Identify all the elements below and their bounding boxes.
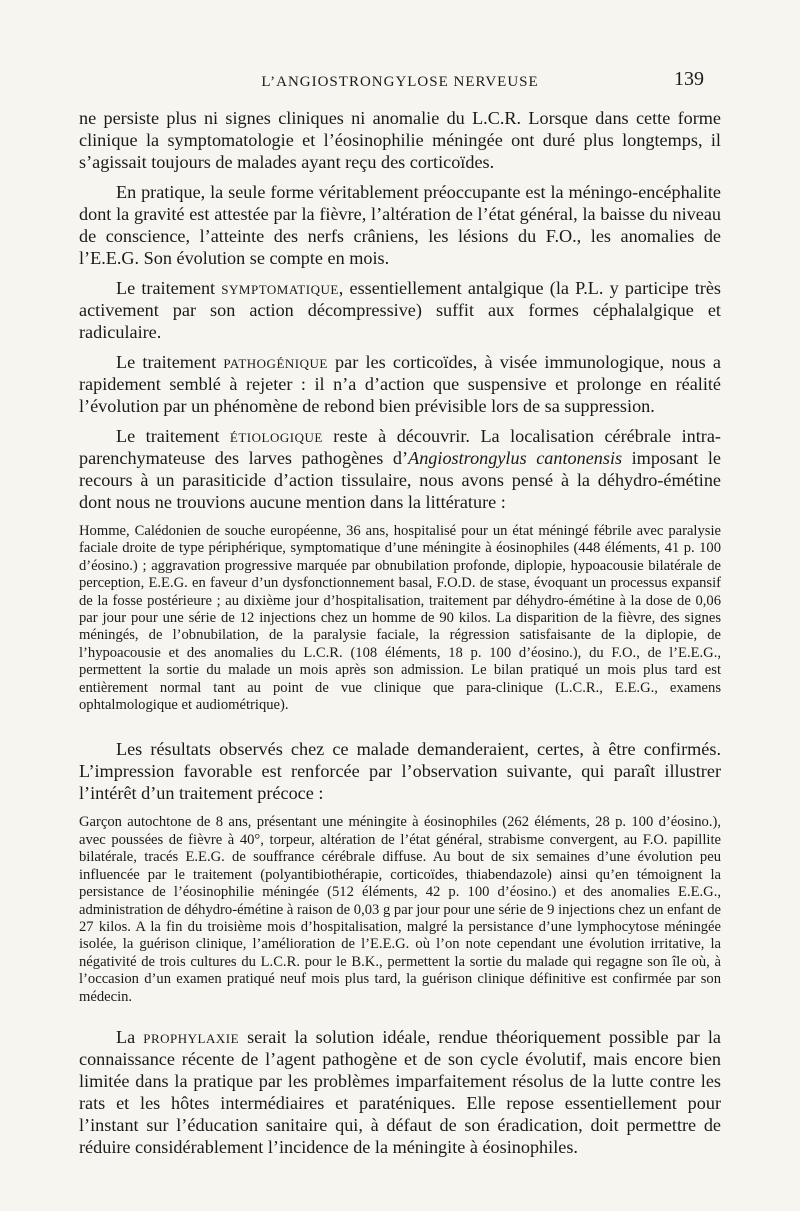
text-run: reste à découvrir. La localisation cérébrale intra-parenchymateuse des larves pathogènes d’	[79, 426, 721, 468]
body-text	[79, 107, 721, 1166]
text-run: Le traitement	[116, 426, 230, 446]
page-header	[0, 68, 800, 98]
small-caps-term: pathogénique	[223, 352, 328, 372]
small-caps-term: symptomatique	[221, 278, 339, 298]
text-run: Le traitement	[116, 278, 222, 298]
text-run: Le traitement	[116, 352, 224, 372]
page-number: 139	[674, 68, 704, 90]
paragraph-results: Les résultats observés chez ce malade demanderaient, certes, à être confirmés. L’impression favorable est renforcée par l’observation suivante, qui paraît illustrer l’intérêt d’un traitement précoce :	[79, 739, 721, 804]
text-run: par les corticoïdes, à visée immunologique, nous a rapidement semblé à rejeter : il n’a d’action que suspensive et prolonge en réalité l’évolution par un phénomène de rebond bien prévisible lors de sa suppression.	[79, 352, 721, 416]
paragraph-meningo-encephalite: En pratique, la seule forme véritablement préoccupante est la méningo-encéphalite dont la gravité est attestée par la fièvre, l’altération de l’état général, la baisse du niveau de conscience, l’atteinte des nerfs crâniens, les lésions du F.O., les anomalies de l’E.E.G. Son évolution se compte en mois.	[79, 182, 721, 268]
text-run: imposant le recours à un parasiticide d’action tissulaire, nous avons pensé à la déhydro-émétine dont nous ne trouvions aucune mention dans la littérature :	[79, 448, 721, 512]
paragraph-continued: ne persiste plus ni signes cliniques ni anomalie du L.C.R. Lorsque dans cette forme clinique la symptomatologie et l’éosinophilie méningée ont duré plus longtemps, il s’agissait toujours de malades ayant reçu des corticoïdes.	[79, 108, 721, 172]
running-title: L’ANGIOSTRONGYLOSE NERVEUSE	[261, 74, 539, 90]
text-run: serait la solution idéale, rendue théoriquement possible par la connaissance récente de l’agent pathogène et de son cycle évolutif, mais encore bien limitée dans la pratique par les problèmes imparfaitement résolus de la lutte contre les rats et les hôtes intermédiaires et paraténiques. Elle repose essentiellement pour l’instant sur l’éducation sanitaire qui, à défaut de son éradication, doit permettre de réduire considérablement l’incidence de la méningite à éosinophiles.	[79, 1026, 721, 1157]
small-caps-term: étiologique	[229, 426, 323, 446]
text-run: La	[116, 1026, 144, 1047]
paragraph-prophylaxis	[79, 1026, 721, 1158]
paragraph-pathogenic-treatment	[79, 351, 721, 417]
text-run: , essentiellement antalgique (la P.L. y participe très activement par son action décompressive) suffit aux formes céphalalgique et radiculaire.	[79, 278, 721, 342]
case-report-2: Garçon autochtone de 8 ans, présentant une méningite à éosinophiles (262 éléments, 28 p. 100 d’éosino.), avec poussées de fièvre à 40°, torpeur, altération de l’état général, strabisme convergent, au F.O. papillite bilatérale, tracés E.E.G. de souffrance cérébrale diffuse. Au bout de six semaines d’une évolution peu influencée par le traitement (polyantibiothérapie, corticoïdes, thiabendazole) ainsi qu’en témoignent la persistance de l’éosinophilie méningée (512 éléments, 42 p. 100 d’éosino.) et des anomalies E.E.G., administration de déhydro-émétine à raison de 0,03 g par jour pour une série de 9 injections chez un enfant de 27 kilos. A la fin du troisième mois d’hospitalisation, malgré la persistance d’une lymphocytose méningée isolée, la guérison clinique, l’amélioration de l’E.E.G. où l’on note cependant une évolution irritative, la négativité de trois cultures du L.C.R. pour le B.K., permettent la sortie du malade qui regagne son île où, à l’occasion d’un examen pratiqué neuf mois plus tard, la guérison clinique définitive est confirmée par son médecin.	[79, 814, 721, 1005]
paragraph-symptomatic-treatment	[79, 277, 721, 343]
case-report-1: Homme, Calédonien de souche européenne, 36 ans, hospitalisé pour un état méningé fébrile avec paralysie faciale droite de type périphérique, symptomatique d’une méningite à éosinophiles (448 éléments, 41 p. 100 d’éosino.) ; aggravation progressive marquée par obnubilation profonde, diplopie, hypoacousie bilatérale de perception, E.E.G. en faveur d’un dysfonctionnement basal, F.O.D. de stase, évoquant un processus expansif de la fosse postérieure ; au dixième jour d’hospitalisation, traitement par déhydro-émétine à la dose de 0,06 par jour pour une série de 12 injections chez un homme de 90 kilos. La disparition de la fièvre, des signes méningés, de l’obnubilation, de la paralysie faciale, la régression satisfaisante de la diplopie, de l’hypoacousie et des anomalies du L.C.R. (108 éléments, 18 p. 100 d’éosino.), du F.O., de l’E.E.G., permettent la sortie du malade un mois après son admission. Le bilan pratiqué un mois plus tard est entièrement normal tant au point de vue clinique que para-clinique (L.C.R., E.E.G., examens ophtalmologique et audiométrique).	[79, 523, 721, 714]
species-name: Angiostrongylus cantonensis	[408, 448, 623, 468]
paragraph-etiologic-treatment	[79, 425, 721, 513]
small-caps-term: prophylaxie	[143, 1026, 240, 1047]
